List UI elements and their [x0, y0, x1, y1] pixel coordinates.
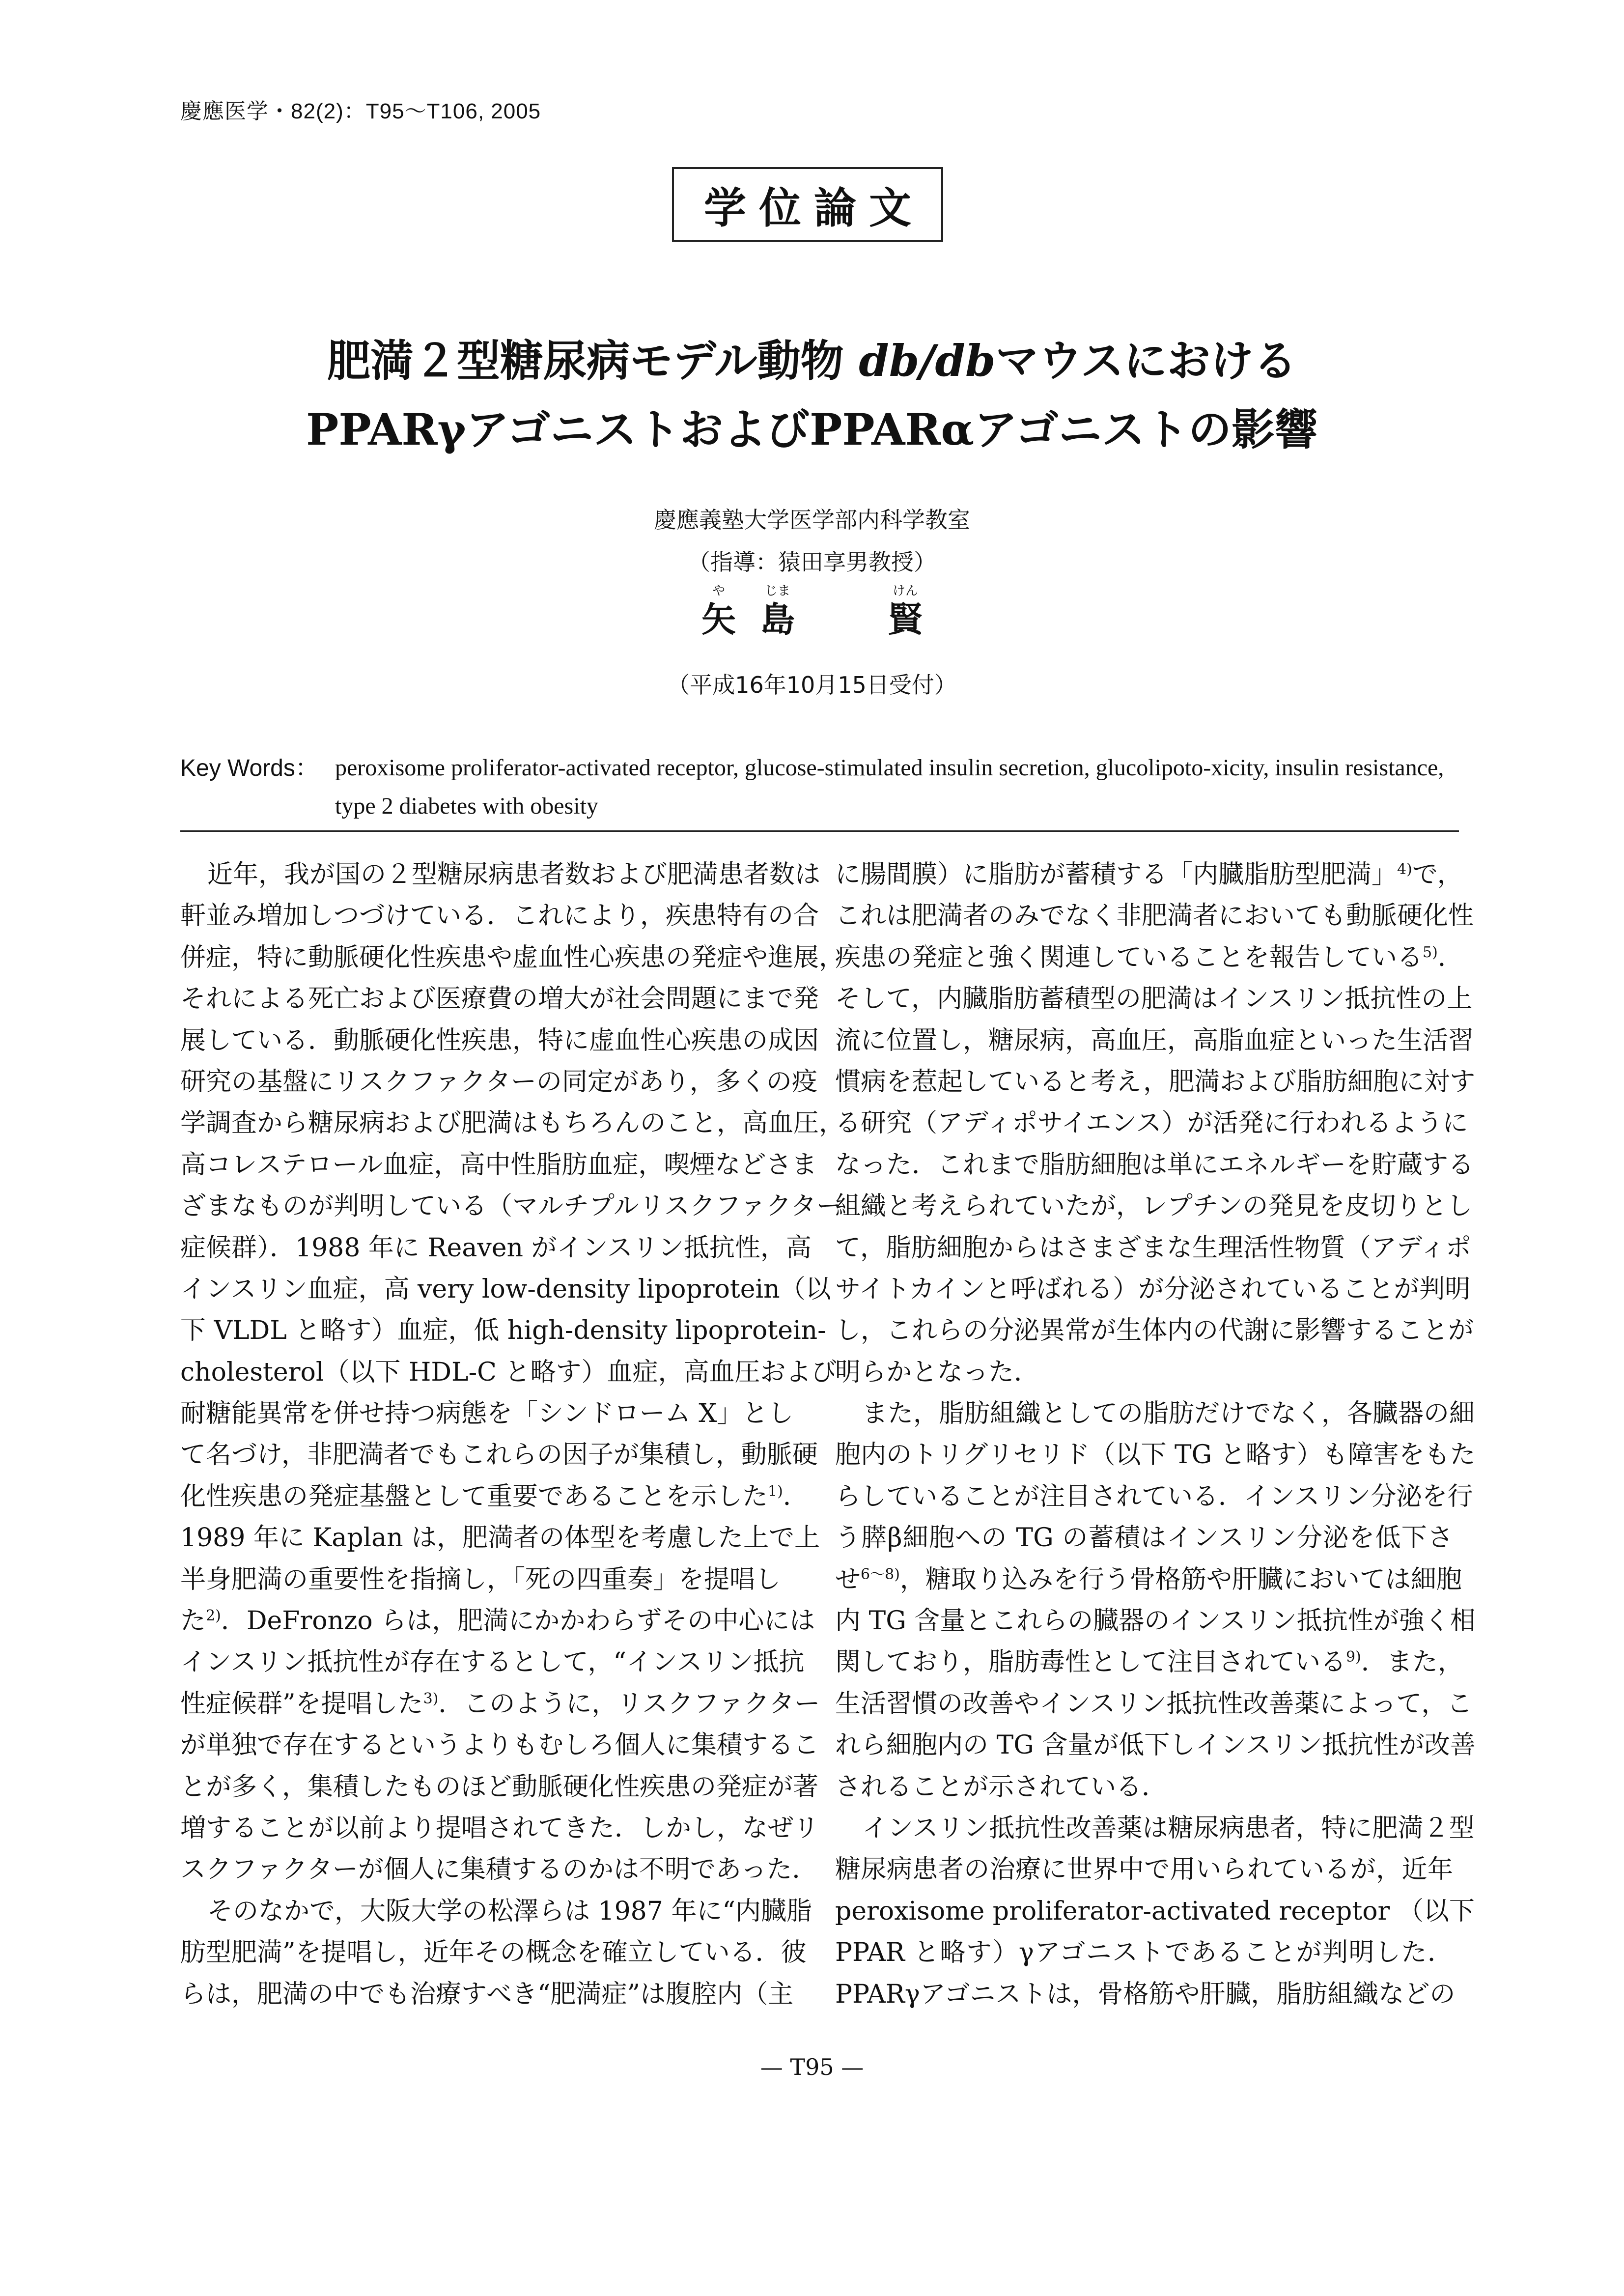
text-segment: そのなかで，大阪大学の松澤らは 1987 年に“内臓脂: [207, 1896, 812, 1926]
title-line-2: PPARγアゴニストおよびPPARαアゴニストの影響: [306, 404, 1318, 455]
text-segment: 性症候群”を提唱した: [180, 1689, 423, 1719]
text-segment: ．また，: [1361, 1647, 1463, 1677]
advisor: （指導：猿田享男教授）: [688, 549, 936, 575]
body-text-line: [180, 978, 819, 1020]
body-text-line: [180, 1808, 819, 1849]
text-segment: 耐糖能異常を併せ持つ病態を「シンドローム X」とし: [180, 1399, 794, 1429]
text-segment: これは肥満者のみでなく非肥満者においても動脈硬化性: [835, 901, 1474, 931]
body-text-line: [180, 1310, 826, 1351]
text-segment: 半身肥満の重要性を指摘し，「死の四重奏」を提唱し: [180, 1564, 781, 1594]
text-segment: インスリン血症，高 very low-density lipoprotein（以: [180, 1274, 831, 1304]
text-segment: 研究の基盤にリスクファクターの同定があり，多くの疫: [180, 1067, 817, 1097]
text-segment: ．: [783, 1481, 809, 1511]
body-text-line: [835, 1600, 1476, 1642]
body-text-line: [180, 1352, 837, 1393]
body-column-right: [835, 854, 1476, 2015]
text-segment: peroxisome proliferator-activated receptor （以下: [835, 1896, 1475, 1926]
body-text-line: [180, 1974, 794, 2015]
text-segment: 肪型肥満”を提唱し，近年その概念を確立している．彼: [180, 1938, 807, 1968]
text-segment: し，これらの分泌異常が生体内の代謝に影響することが: [835, 1316, 1474, 1346]
text-segment: 高コレステロール血症，高中性脂肪血症，喫煙などさま: [180, 1150, 817, 1180]
body-text-line: [835, 1725, 1476, 1766]
body-text-line: [180, 895, 819, 936]
body-text-line: [835, 854, 1463, 895]
author-name-3: 賢: [888, 599, 923, 640]
text-segment: る研究（アディポサイエンス）が活発に行われるように: [835, 1108, 1468, 1138]
text-segment: インスリン抵抗性改善薬は糖尿病患者，特に肥満２型: [862, 1813, 1475, 1843]
body-text-line: [180, 1103, 845, 1144]
citation-reference: 9): [1346, 1648, 1361, 1666]
text-segment: 内 TG 含量とこれらの臓器のインスリン抵抗性が強く相: [835, 1606, 1476, 1636]
body-text-line: [835, 1393, 1475, 1434]
ruby-jima: じま: [764, 584, 790, 598]
body-text-line: [180, 854, 821, 895]
title-line-1: [0, 327, 1624, 389]
text-segment: 近年，我が国の２型糖尿病患者数および肥満患者数は: [207, 860, 821, 889]
title-line-1-pre: 肥満２型糖尿病モデル動物: [327, 335, 859, 386]
body-text-line: [835, 1186, 1473, 1227]
text-segment: 展している．動脈硬化性疾患，特に虚血性心疾患の成因: [180, 1025, 819, 1055]
body-text-line: [180, 1891, 812, 1932]
body-text-line: [835, 937, 1463, 978]
text-segment: また，脂肪組織としての脂肪だけでなく，各臓器の細: [862, 1399, 1475, 1429]
body-text-line: [180, 1642, 805, 1683]
text-segment: て名づけ，非肥満者でもこれらの因子が集積し，動脈硬: [180, 1440, 818, 1470]
keywords-label: Key Words：: [180, 755, 319, 781]
header-divider: [180, 830, 1459, 832]
citation-reference: 5): [1423, 943, 1438, 961]
body-text-line: [835, 1974, 1456, 2015]
citation-reference: 6〜8): [861, 1565, 900, 1583]
text-segment: 1989 年に Kaplan は，肥満者の体型を考慮した上で上: [180, 1523, 820, 1553]
body-text-line: [180, 1600, 815, 1642]
body-text-line: [835, 1642, 1463, 1683]
citation-reference: 1): [768, 1482, 783, 1500]
body-text-line: [835, 1476, 1473, 1517]
text-segment: が単独で存在するというよりもむしろ個人に集積するこ: [180, 1730, 819, 1760]
title-strain-italic: db/db: [859, 335, 996, 386]
title-line-1-post: マウスにおける: [995, 335, 1297, 386]
text-segment: で，: [1412, 860, 1463, 889]
body-text-line: [835, 1061, 1476, 1103]
body-text-line: [180, 1683, 820, 1725]
keywords-text: peroxisome proliferator-activated receptor, glucose-stimulated insulin secretion, glucolipoto-xicity, insulin resistance, type 2 diabetes with obesity: [335, 755, 1444, 819]
body-text-line: [180, 937, 845, 978]
journal-citation: 慶應医学・82(2)：T95〜T106, 2005: [180, 99, 541, 123]
body-text-line: [835, 1269, 1471, 1310]
body-text-line: [180, 1393, 794, 1434]
text-segment: 糖尿病患者の治療に世界中で用いられているが，近年: [835, 1855, 1453, 1885]
text-segment: 明らかとなった．: [835, 1357, 1040, 1387]
text-segment: ざまなものが判明している（マルチプルリスクファクター: [180, 1191, 842, 1221]
text-segment: に腸間膜）に脂肪が蓄積する「内臓脂肪型肥満」: [835, 860, 1398, 889]
text-segment: なった．これまで脂肪細胞は単にエネルギーを貯蔵する: [835, 1150, 1474, 1180]
text-segment: らしていることが注目されている．インスリン分泌を行: [835, 1481, 1473, 1511]
affiliation: 慶應義塾大学医学部内科学教室: [654, 507, 970, 533]
body-text-line: [180, 1227, 812, 1269]
body-text-line: [835, 1310, 1474, 1351]
body-text-line: [835, 1849, 1453, 1890]
citation-reference: 4): [1397, 861, 1412, 878]
text-segment: cholesterol（以下 HDL-C と略す）血症，高血圧および: [180, 1357, 837, 1387]
citation-reference: 3): [423, 1690, 439, 1707]
text-segment: 学調査から糖尿病および肥満はもちろんのこと，高血圧，: [180, 1108, 845, 1138]
text-segment: スクファクターが個人に集積するのかは不明であった．: [180, 1855, 818, 1885]
text-segment: 疾患の発症と強く関連していることを報告している: [835, 942, 1423, 972]
body-text-line: [835, 1020, 1474, 1061]
body-text-line: [835, 1517, 1453, 1559]
body-text-line: [835, 1891, 1475, 1932]
received-date: （平成16年10月15日受付）: [667, 672, 957, 698]
text-segment: 増することが以前より提唱されてきた．しかし，なぜリ: [180, 1813, 819, 1843]
body-text-line: [180, 1559, 781, 1600]
text-segment: インスリン抵抗性が存在するとして，“インスリン抵抗: [180, 1647, 805, 1677]
text-segment: 関しており，脂肪毒性として注目されている: [835, 1647, 1346, 1677]
text-segment: た: [180, 1606, 206, 1636]
body-text-line: [835, 1227, 1471, 1269]
text-segment: う膵β細胞への TG の蓄積はインスリン分泌を低下さ: [835, 1523, 1453, 1553]
body-text-line: [180, 1144, 817, 1186]
text-segment: ．: [1437, 942, 1463, 972]
body-text-line: [835, 1932, 1453, 1973]
ruby-ken: けん: [892, 584, 918, 598]
text-segment: ．DeFronzo らは，肥満にかかわらずその中心には: [221, 1606, 815, 1636]
text-segment: サイトカインと呼ばれる）が分泌されていることが判明: [835, 1274, 1471, 1304]
text-segment: されることが示されている．: [835, 1772, 1168, 1802]
author-name-2: 島: [760, 599, 795, 640]
text-segment: らは，肥満の中でも治療すべき“肥満症”は腹腔内（主: [180, 1979, 794, 2009]
body-text-line: [835, 1352, 1453, 1393]
body-column-left: [180, 854, 845, 2015]
citation-reference: 2): [206, 1607, 221, 1625]
article-type-label: 学位論文: [672, 167, 943, 242]
body-text-line: [180, 1725, 819, 1766]
text-segment: そして，内臓脂肪蓄積型の肥満はインスリン抵抗性の上: [835, 984, 1473, 1014]
body-text-line: [835, 1808, 1475, 1849]
text-segment: 症候群）．1988 年に Reaven がインスリン抵抗性，高: [180, 1233, 812, 1263]
text-segment: 化性疾患の発症基盤として重要であることを示した: [180, 1481, 768, 1511]
body-text-line: [180, 1061, 817, 1103]
body-text-line: [180, 1269, 831, 1310]
body-text-line: [180, 1020, 819, 1061]
body-text-line: [180, 1186, 842, 1227]
text-segment: 軒並み増加しつづけている．これにより，疾患特有の合: [180, 901, 819, 931]
text-segment: せ: [835, 1564, 861, 1594]
body-text-line: [835, 1434, 1476, 1475]
body-text-line: [835, 1766, 1453, 1808]
page-number: — T95 —: [760, 2054, 864, 2080]
ruby-ya: や: [712, 584, 725, 598]
text-segment: 流に位置し，糖尿病，高血圧，高脂血症といった生活習: [835, 1025, 1474, 1055]
body-text-line: [835, 895, 1474, 936]
author-name: [0, 592, 1624, 642]
text-segment: PPARγアゴニストは，骨格筋や肝臓，脂肪組織などの: [835, 1979, 1456, 2009]
text-segment: それによる死亡および医療費の増大が社会問題にまで発: [180, 984, 819, 1014]
body-text-line: [180, 1932, 807, 1973]
text-segment: とが多く，集積したものほど動脈硬化性疾患の発症が著: [180, 1772, 818, 1802]
author-name-1: 矢: [701, 599, 736, 640]
text-segment: て，脂肪細胞からはさまざまな生理活性物質（アディポ: [835, 1233, 1471, 1263]
text-segment: ．このように，リスクファクター: [438, 1689, 820, 1719]
text-segment: 慣病を惹起していると考え，肥満および脂肪細胞に対す: [835, 1067, 1476, 1097]
body-text-line: [180, 1434, 818, 1475]
body-text-line: [835, 1559, 1462, 1600]
body-text-line: [835, 1144, 1474, 1186]
text-segment: ，糖取り込みを行う骨格筋や肝臓においては細胞: [899, 1564, 1462, 1594]
text-segment: 胞内のトリグリセリド（以下 TG と略す）も障害をもた: [835, 1440, 1476, 1470]
body-text-line: [180, 1766, 818, 1808]
text-segment: 下 VLDL と略す）血症，低 high-density lipoprotein-: [180, 1316, 826, 1346]
body-text-line: [835, 1103, 1468, 1144]
text-segment: PPAR と略す）γアゴニストであることが判明した．: [835, 1938, 1453, 1968]
text-segment: れら細胞内の TG 含量が低下しインスリン抵抗性が改善: [835, 1730, 1476, 1760]
body-text-line: [835, 978, 1473, 1020]
text-segment: 生活習慣の改善やインスリン抵抗性改善薬によって，こ: [835, 1689, 1473, 1719]
body-text-line: [180, 1849, 818, 1890]
text-segment: 組織と考えられていたが，レプチンの発見を皮切りとし: [835, 1191, 1473, 1221]
body-text-line: [180, 1517, 820, 1559]
body-text-line: [835, 1683, 1473, 1725]
text-segment: 併症，特に動脈硬化性疾患や虚血性心疾患の発症や進展，: [180, 942, 845, 972]
body-text-line: [180, 1476, 809, 1517]
